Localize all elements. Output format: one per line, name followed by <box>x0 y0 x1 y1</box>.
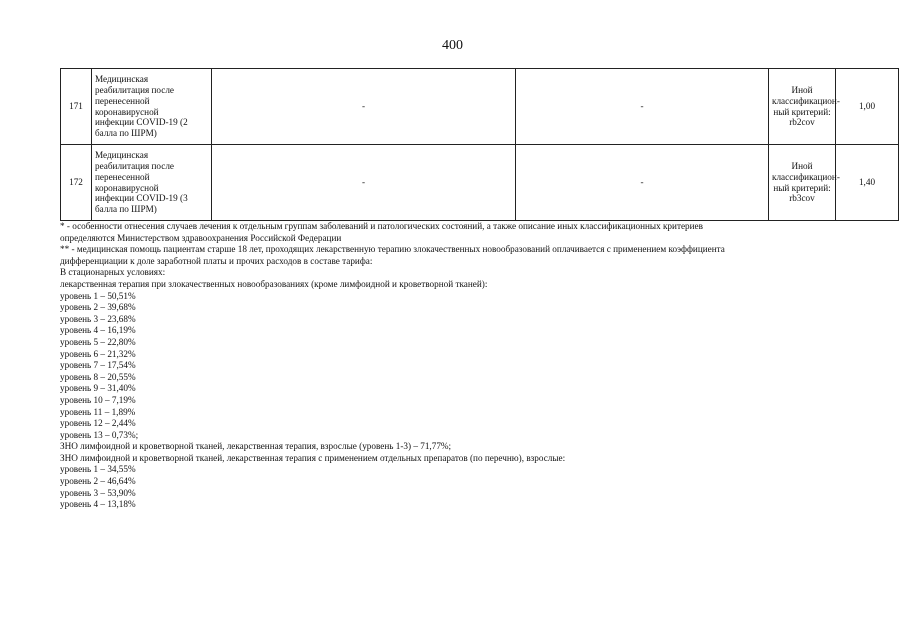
level-item: уровень 3 – 23,68% <box>60 313 136 324</box>
level-item: уровень 1 – 34,55% <box>60 464 136 475</box>
level-item: уровень 5 – 22,80% <box>60 336 136 347</box>
classification-criterion: Иной классификацион- ный критерий: rb3cov <box>769 145 836 221</box>
coefficient: 1,40 <box>836 145 899 221</box>
level-item: уровень 2 – 39,68% <box>60 302 136 313</box>
footnote-line: определяются Министерством здравоохранения Российской Федерации <box>60 232 342 243</box>
footnote-line: ЗНО лимфоидной и кроветворной тканей, лекарственная терапия, взрослые (уровень 1-3) – 71,77%; <box>60 441 452 452</box>
level-item: уровень 10 – 7,19% <box>60 394 136 405</box>
row-number: 171 <box>61 69 92 145</box>
footnote-line: ** - медицинская помощь пациентам старше 18 лет, проходящих лекарственную терапию злокачественных новообразований оплачивается с применением коэффициента <box>60 244 725 255</box>
footnotes <box>60 221 870 511</box>
coefficient: 1,00 <box>836 69 899 145</box>
group-name: Медицинская реабилитация после перенесенной коронавирусной инфекции COVID-19 (2 балла по ШРМ) <box>92 69 212 145</box>
service-code: - <box>212 69 516 145</box>
row-number: 172 <box>61 145 92 221</box>
level-item: уровень 9 – 31,40% <box>60 383 136 394</box>
level-item: уровень 7 – 17,54% <box>60 360 136 371</box>
footnote-line: ЗНО лимфоидной и кроветворной тканей, лекарственная терапия с применением отдельных препаратов (по перечню), взрослые: <box>60 452 566 463</box>
level-item: уровень 6 – 21,32% <box>60 348 136 359</box>
section-heading: В стационарных условиях: <box>60 267 166 278</box>
level-item: уровень 1 – 50,51% <box>60 290 136 301</box>
table-row <box>61 145 899 221</box>
footnote-line: лекарственная терапия при злокачественных новообразованиях (кроме лимфоидной и кроветворной тканей): <box>60 278 488 289</box>
table-row <box>61 69 899 145</box>
level-item: уровень 2 – 46,64% <box>60 476 136 487</box>
page-number: 400 <box>442 38 463 53</box>
level-item: уровень 12 – 2,44% <box>60 418 136 429</box>
level-item: уровень 4 – 16,19% <box>60 325 136 336</box>
level-item: уровень 13 – 0,73%; <box>60 429 139 440</box>
diagnosis-code: - <box>516 145 769 221</box>
group-name: Медицинская реабилитация после перенесенной коронавирусной инфекции COVID-19 (3 балла по ШРМ) <box>92 145 212 221</box>
level-item: уровень 3 – 53,90% <box>60 487 136 498</box>
footnote-line: * - особенности отнесения случаев лечения к отдельным группам заболеваний и патологических состояний, а также описание иных классификационных критериев <box>60 221 703 231</box>
footnote-line: дифференциации к доле заработной платы и прочих расходов в составе тарифа: <box>60 255 373 266</box>
service-code: - <box>212 145 516 221</box>
level-item: уровень 8 – 20,55% <box>60 371 136 382</box>
level-item: уровень 11 – 1,89% <box>60 406 136 417</box>
level-item: уровень 4 – 13,18% <box>60 499 136 510</box>
diagnosis-code: - <box>516 69 769 145</box>
tariff-table <box>60 68 899 221</box>
classification-criterion: Иной классификацион- ный критерий: rb2cov <box>769 69 836 145</box>
